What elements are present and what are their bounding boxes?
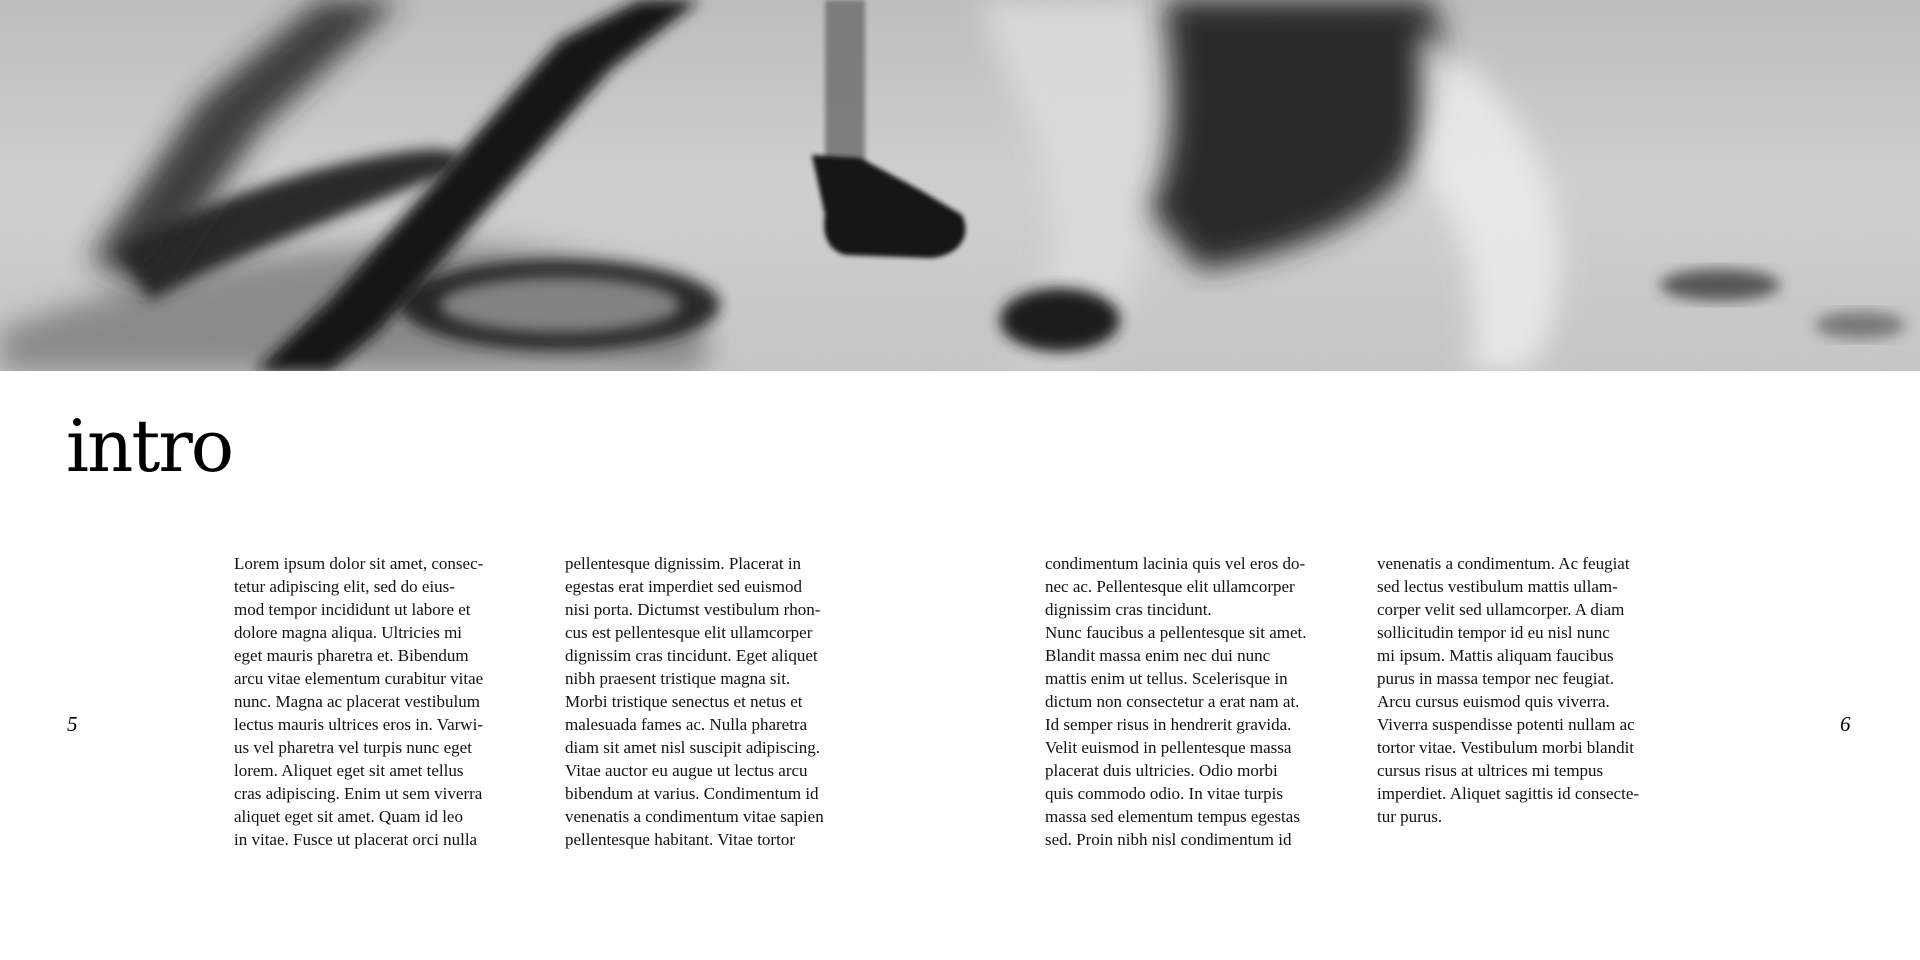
text-column-4	[1377, 552, 1687, 828]
text-line: placerat duis ultricies. Odio morbi	[1045, 761, 1278, 780]
text-line: tetur adipiscing elit, sed do eius-	[234, 577, 455, 596]
text-line: tortor vitae. Vestibulum morbi blandit	[1377, 738, 1635, 757]
text-line: purus in massa tempor nec feugiat.	[1377, 669, 1614, 688]
text-line: Viverra suspendisse potenti nullam ac	[1377, 715, 1635, 734]
text-line: mod tempor incididunt ut labore et	[234, 600, 471, 619]
text-line: condimentum lacinia quis vel eros do-	[1045, 554, 1306, 573]
page-number-left: 5	[67, 712, 78, 736]
text-line: nunc. Magna ac placerat vestibulum	[234, 692, 480, 711]
hero-photo-image	[0, 0, 1920, 371]
text-line: pellentesque habitant. Vitae tortor	[565, 830, 795, 849]
text-line: in vitae. Fusce ut placerat orci nulla	[234, 830, 478, 849]
text-line: aliquet eget sit amet. Quam id leo	[234, 807, 463, 826]
text-line: dolore magna aliqua. Ultricies mi	[234, 623, 463, 642]
text-line: sed lectus vestibulum mattis ullam-	[1377, 577, 1618, 596]
text-line: bibendum at varius. Condimentum id	[565, 784, 819, 803]
text-line: malesuada fames ac. Nulla pharetra	[565, 715, 808, 734]
text-line: lorem. Aliquet eget sit amet tellus	[234, 761, 464, 780]
text-column-2	[565, 552, 875, 851]
text-line: Id semper risus in hendrerit gravida.	[1045, 715, 1292, 734]
text-line: dictum non consectetur a erat nam at.	[1045, 692, 1300, 711]
text-line: arcu vitae elementum curabitur vitae	[234, 669, 484, 688]
text-line: cursus risus at ultrices mi tempus	[1377, 761, 1604, 780]
text-line: nibh praesent tristique magna sit.	[565, 669, 791, 688]
text-line: sed. Proin nibh nisl condimentum id	[1045, 830, 1292, 849]
text-line: massa sed elementum tempus egestas	[1045, 807, 1300, 826]
text-line: quis commodo odio. In vitae turpis	[1045, 784, 1283, 803]
text-line: Vitae auctor eu augue ut lectus arcu	[565, 761, 808, 780]
text-line: corper velit sed ullamcorper. A diam	[1377, 600, 1625, 619]
text-line: Morbi tristique senectus et netus et	[565, 692, 803, 711]
text-line: Lorem ipsum dolor sit amet, consec-	[234, 554, 484, 573]
text-line: venenatis a condimentum. Ac feugiat	[1377, 554, 1630, 573]
text-line: eget mauris pharetra et. Bibendum	[234, 646, 469, 665]
hero-photo	[0, 0, 1920, 371]
text-line: mi ipsum. Mattis aliquam faucibus	[1377, 646, 1614, 665]
text-line: Nunc faucibus a pellentesque sit amet.	[1045, 623, 1307, 642]
text-line: pellentesque dignissim. Placerat in	[565, 554, 802, 573]
text-line: imperdiet. Aliquet sagittis id consecte-	[1377, 784, 1640, 803]
page-number-right: 6	[1840, 712, 1851, 736]
text-line: tur purus.	[1377, 807, 1443, 826]
text-line: lectus mauris ultrices eros in. Varwi-	[234, 715, 483, 734]
text-line: mattis enim ut tellus. Scelerisque in	[1045, 669, 1288, 688]
text-line: Velit euismod in pellentesque massa	[1045, 738, 1292, 757]
text-line: cras adipiscing. Enim ut sem viverra	[234, 784, 483, 803]
text-line: nisi porta. Dictumst vestibulum rhon-	[565, 600, 821, 619]
text-line: Arcu cursus euismod quis viverra.	[1377, 692, 1610, 711]
text-line: dignissim cras tincidunt.	[1045, 600, 1212, 619]
text-line: egestas erat imperdiet sed euismod	[565, 577, 802, 596]
text-column-1	[234, 552, 544, 851]
text-line: sollicitudin tempor id eu nisl nunc	[1377, 623, 1610, 642]
text-column-3	[1045, 552, 1355, 851]
section-heading: intro	[66, 404, 233, 488]
text-line: nec ac. Pellentesque elit ullamcorper	[1045, 577, 1295, 596]
text-line: venenatis a condimentum vitae sapien	[565, 807, 824, 826]
text-line: us vel pharetra vel turpis nunc eget	[234, 738, 472, 757]
text-line: diam sit amet nisl suscipit adipiscing.	[565, 738, 820, 757]
text-line: dignissim cras tincidunt. Eget aliquet	[565, 646, 818, 665]
text-line: cus est pellentesque elit ullamcorper	[565, 623, 813, 642]
text-line: Blandit massa enim nec dui nunc	[1045, 646, 1271, 665]
